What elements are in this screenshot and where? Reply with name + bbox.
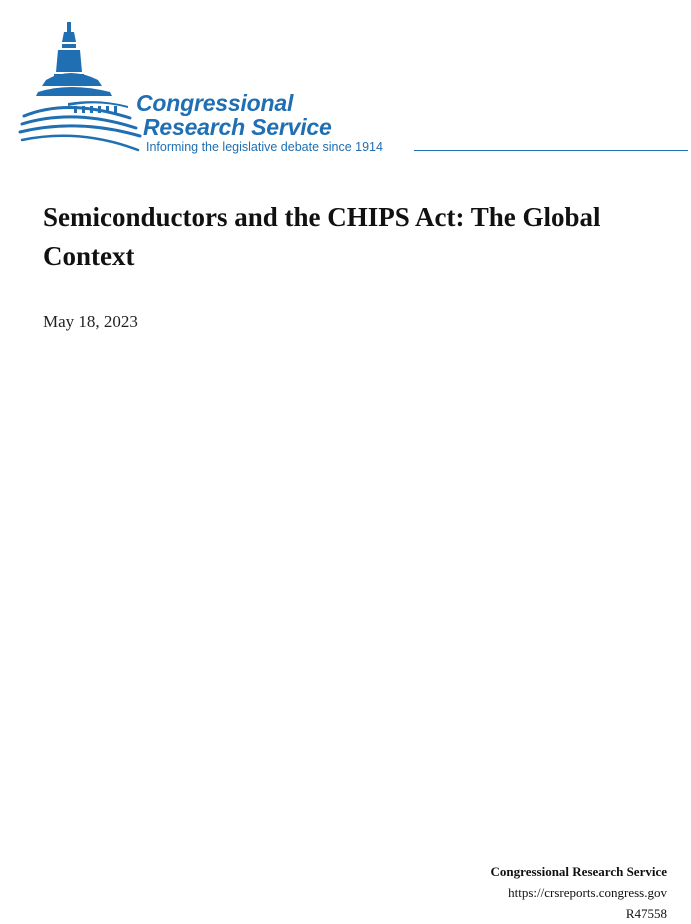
brand-line-1: Congressional: [136, 90, 294, 116]
footer-url[interactable]: https://crsreports.congress.gov: [508, 885, 667, 900]
document-date: May 18, 2023: [43, 312, 138, 331]
footer: [491, 861, 667, 924]
document-title: Semiconductors and the CHIPS Act: The Global Context: [43, 202, 601, 271]
footer-report-number: R47558: [625, 906, 667, 921]
tagline-rule: [414, 150, 688, 151]
tagline: Informing the legislative debate since 1914: [146, 140, 383, 154]
brand-line-2: Research Service: [143, 114, 332, 140]
brand-name: [136, 91, 332, 139]
footer-organization: Congressional Research Service: [490, 864, 667, 879]
